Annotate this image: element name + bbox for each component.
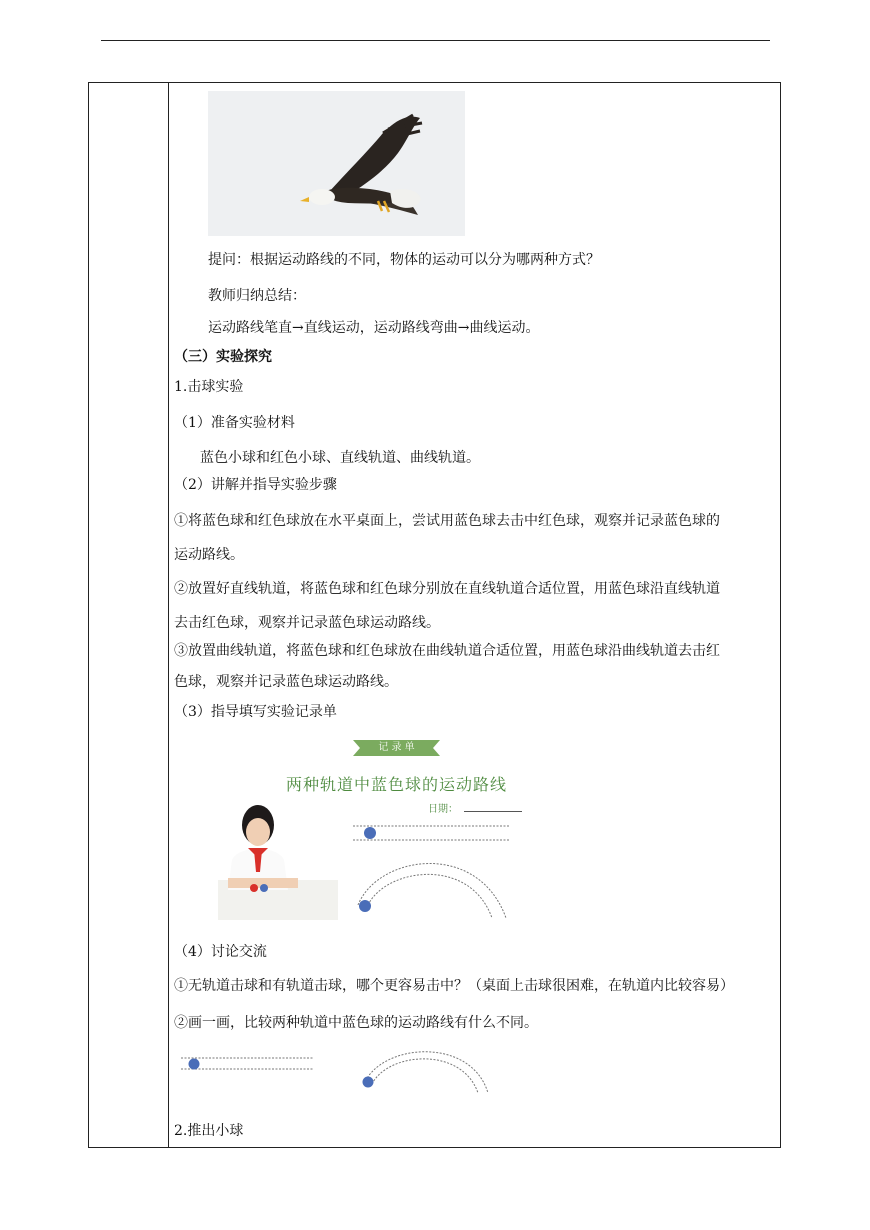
record-sheet-illustration (218, 800, 518, 925)
step4-item1: ①无轨道击球和有轨道击球，哪个更容易击中？（桌面上击球很困难，在轨道内比较容易） (174, 978, 734, 994)
step2-item3-line1: ③放置曲线轨道，将蓝色球和红色球放在曲线轨道合适位置，用蓝色球沿曲线轨道去击红 (174, 643, 720, 659)
blue-ball-straight-small (189, 1059, 200, 1070)
header-rule (101, 40, 770, 41)
summary-text: 运动路线笔直→直线运动，运动路线弯曲→曲线运动。 (208, 320, 540, 336)
step2-item2-line1: ②放置好直线轨道，将蓝色球和红色球分别放在直线轨道合适位置，用蓝色球沿直线轨道 (174, 581, 720, 597)
step4-title: （4）讨论交流 (174, 944, 267, 960)
student-illustration (218, 805, 338, 920)
step4-item2: ②画一画，比较两种轨道中蓝色球的运动路线有什么不同。 (174, 1015, 538, 1031)
teacher-summary-label: 教师归纳总结： (208, 288, 306, 304)
record-sheet-title: 两种轨道中蓝色球的运动路线 (286, 775, 508, 794)
table-column-divider (168, 82, 169, 1148)
step2-item1-line1: ①将蓝色球和红色球放在水平桌面上，尝试用蓝色球去击中红色球，观察并记录蓝色球的 (174, 513, 720, 529)
blue-ball-straight (364, 827, 376, 839)
step1-text: 蓝色小球和红色小球、直线轨道、曲线轨道。 (200, 450, 480, 466)
blue-ball-curve-small (363, 1077, 374, 1088)
record-sheet-badge (353, 740, 440, 756)
step2-item2-line2: 去击红色球，观察并记录蓝色球运动路线。 (174, 615, 440, 631)
step2-title: （2）讲解并指导实验步骤 (174, 477, 337, 493)
step1-title: （1）准备实验材料 (174, 415, 295, 431)
track-comparison-drawing (176, 1038, 496, 1098)
eagle-image (208, 91, 465, 236)
record-sheet-date-label: 日期： (428, 804, 458, 815)
question-text: 提问：根据运动路线的不同，物体的运动可以分为哪两种方式？ (208, 252, 600, 268)
step2-item3-line2: 色球，观察并记录蓝色球运动路线。 (174, 674, 398, 690)
blue-ball-curve (359, 900, 371, 912)
experiment1-title: 1.击球实验 (174, 379, 244, 395)
step3-title: （3）指导填写实验记录单 (174, 704, 337, 720)
record-sheet-badge-label: 记 录 单 (378, 742, 415, 753)
step2-item1-line2: 运动路线。 (174, 547, 244, 563)
experiment2-title: 2.推出小球 (174, 1123, 244, 1139)
section-heading: （三）实验探究 (174, 349, 272, 365)
